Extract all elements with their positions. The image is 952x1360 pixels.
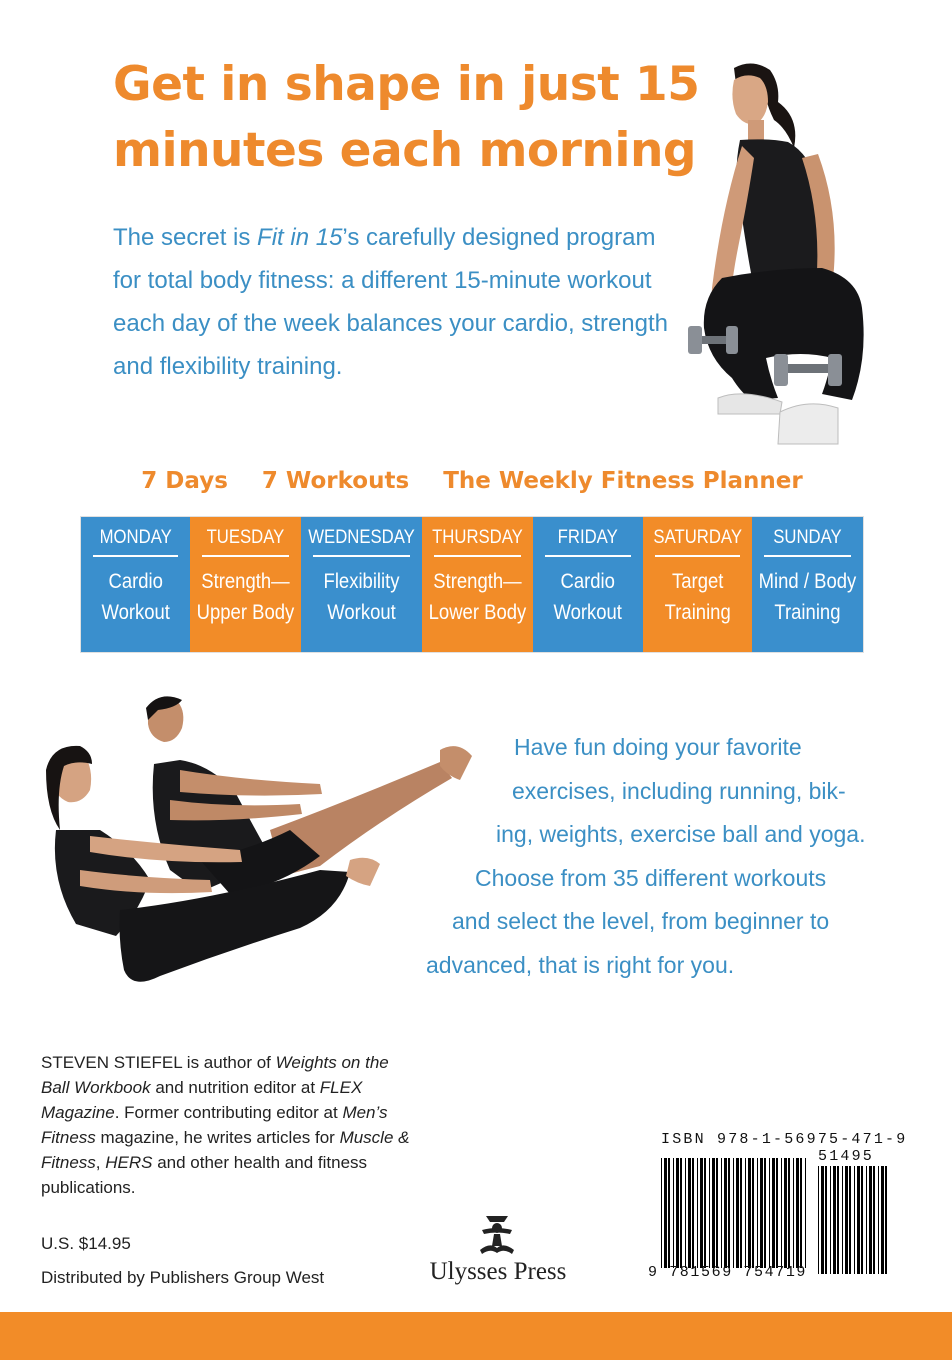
workout-line-2: Workout xyxy=(327,601,397,624)
barcode-bar xyxy=(676,1158,679,1268)
fun-paragraph xyxy=(400,726,900,987)
price-label: U.S. $14.95 xyxy=(41,1234,131,1253)
book-title: Fit in 15 xyxy=(257,224,343,251)
barcode-bar xyxy=(873,1166,875,1274)
author-name: STEVEN STIEFEL xyxy=(41,1053,183,1072)
isbn-label: ISBN 978-1-56975-471-9 xyxy=(661,1131,908,1148)
barcode-bar xyxy=(772,1158,775,1268)
day-tuesday xyxy=(190,517,301,652)
day-name: THURSDAY xyxy=(432,527,524,548)
workout-line-1: Flexibility xyxy=(323,570,400,593)
barcode-bar xyxy=(821,1166,824,1274)
bio-text: and nutrition editor at xyxy=(150,1078,320,1097)
headline xyxy=(113,52,700,184)
day-divider xyxy=(764,555,851,557)
day-name: SUNDAY xyxy=(773,527,842,548)
day-thursday xyxy=(422,517,533,652)
barcode-bar xyxy=(685,1158,686,1268)
barcode-bar xyxy=(769,1158,770,1268)
workout-line-1: Cardio xyxy=(108,570,163,593)
workout-line-2: Upper Body xyxy=(197,601,295,624)
barcode-bar xyxy=(721,1158,722,1268)
barcode-bar xyxy=(728,1158,730,1268)
barcode-bar xyxy=(849,1166,851,1274)
barcode-bar xyxy=(788,1158,790,1268)
intro-text-after: ’s carefully designed program for total body fitness: a different 15-minute workout each day of the week balances your cardio, strength and flexibility training. xyxy=(113,224,668,380)
barcode-bar xyxy=(692,1158,694,1268)
barcode-bar xyxy=(733,1158,734,1268)
fun-line-4: Choose from 35 different workouts xyxy=(475,864,827,891)
fun-line-1: Have fun doing your favorite xyxy=(514,734,802,760)
barcode-bar xyxy=(818,1166,819,1274)
day-name: MONDAY xyxy=(99,527,172,548)
fun-line-5: and select the level, from beginner to xyxy=(452,908,830,934)
barcode-bar xyxy=(704,1158,706,1268)
magazine-flex: FLEX Magazine xyxy=(41,1078,363,1122)
day-monday xyxy=(81,517,190,652)
day-name: TUESDAY xyxy=(206,527,285,548)
barcode-bar xyxy=(760,1158,763,1268)
barcode-digits: 9 781569 754719 xyxy=(648,1264,808,1281)
barcode-bar xyxy=(668,1158,670,1268)
barcode-bar xyxy=(724,1158,727,1268)
planner-label-days: 7 Days xyxy=(141,468,228,494)
bio-text: , xyxy=(95,1153,106,1172)
day-divider xyxy=(545,555,630,557)
headline-line-1: Get in shape in just 15 xyxy=(113,57,700,112)
barcode-bar xyxy=(748,1158,751,1268)
barcode-addon xyxy=(818,1166,890,1274)
planner-label-workouts: 7 Workouts xyxy=(261,468,410,494)
planner-title xyxy=(80,468,864,494)
barcode-bar xyxy=(825,1166,827,1274)
barcode-bar xyxy=(712,1158,715,1268)
intro-text-before: The secret is xyxy=(113,224,258,251)
barcode-bar xyxy=(796,1158,799,1268)
workout-line-2: Training xyxy=(774,601,841,624)
intro-paragraph xyxy=(113,216,673,388)
day-divider xyxy=(434,555,521,557)
barcode-bar xyxy=(878,1166,879,1274)
barcode-bar xyxy=(800,1158,802,1268)
barcode-bar xyxy=(776,1158,778,1268)
workout-line-1: Strength— xyxy=(201,570,291,593)
distributor-label: Distributed by Publishers Group West xyxy=(41,1268,325,1287)
workout-line-1: Mind / Body xyxy=(758,570,857,593)
barcode-bar xyxy=(752,1158,754,1268)
bio-text: . Former contributing editor at xyxy=(114,1103,343,1122)
author-bio xyxy=(41,1050,421,1200)
barcode-bar xyxy=(885,1166,887,1274)
barcode-bar xyxy=(869,1166,872,1274)
workout-line-1: Strength— xyxy=(433,570,522,593)
fun-line-2: exercises, including running, bik- xyxy=(512,777,846,804)
barcode-bar xyxy=(784,1158,787,1268)
magazine-hers: HERS xyxy=(105,1153,153,1172)
barcode-bar xyxy=(716,1158,718,1268)
barcode-bar xyxy=(688,1158,691,1268)
barcode-bar xyxy=(697,1158,698,1268)
fun-line-6: advanced, that is right for you. xyxy=(426,951,735,978)
day-wednesday xyxy=(301,517,422,652)
woman-squat-photo xyxy=(682,58,872,452)
barcode-bar xyxy=(830,1166,831,1274)
barcode-bar xyxy=(842,1166,843,1274)
workout-line-2: Workout xyxy=(101,601,170,624)
barcode-bar xyxy=(680,1158,682,1268)
barcode-bar xyxy=(745,1158,746,1268)
barcode-bar xyxy=(757,1158,758,1268)
barcode-bar xyxy=(854,1166,855,1274)
day-sunday xyxy=(752,517,863,652)
publisher-name: Ulysses Press xyxy=(429,1258,567,1285)
barcode-bar xyxy=(664,1158,667,1268)
fun-line-3: ing, weights, exercise ball and yoga. xyxy=(496,821,866,847)
headline-line-2: minutes each morning xyxy=(113,123,697,178)
day-friday xyxy=(533,517,642,652)
barcode-main xyxy=(661,1158,809,1268)
barcode-bar xyxy=(805,1158,806,1268)
day-divider xyxy=(313,555,410,557)
barcode-bar xyxy=(661,1158,662,1268)
day-saturday xyxy=(643,517,752,652)
day-name: WEDNESDAY xyxy=(308,527,416,548)
magazine-muscle-fitness: Muscle & Fitness xyxy=(41,1128,410,1172)
barcode-bar xyxy=(837,1166,839,1274)
day-divider xyxy=(202,555,289,557)
workout-line-2: Lower Body xyxy=(429,601,527,624)
bottom-color-bar xyxy=(0,1312,952,1360)
barcode-bar xyxy=(736,1158,739,1268)
barcode-bar xyxy=(709,1158,710,1268)
workout-line-1: Target xyxy=(671,570,724,593)
publisher-logo-icon xyxy=(472,1208,522,1258)
workout-line-2: Training xyxy=(664,601,731,624)
day-divider xyxy=(93,555,178,557)
barcode-bar xyxy=(833,1166,836,1274)
barcode-bar xyxy=(673,1158,674,1268)
planner-label-weekly: The Weekly Fitness Planner xyxy=(443,468,803,494)
barcode-bar xyxy=(881,1166,884,1274)
magazine-mens-fitness: Men’s Fitness xyxy=(41,1103,388,1147)
barcode-bar xyxy=(764,1158,766,1268)
day-name: SATURDAY xyxy=(653,527,742,548)
bio-text: magazine, he writes articles for xyxy=(95,1128,340,1147)
weekly-planner-table xyxy=(80,516,864,653)
price-code: 51495 xyxy=(818,1148,875,1165)
barcode-bar xyxy=(845,1166,848,1274)
workout-line-2: Workout xyxy=(553,601,623,624)
day-divider xyxy=(655,555,740,557)
bio-text: is author of xyxy=(182,1053,276,1072)
day-name: FRIDAY xyxy=(557,527,619,548)
barcode-bar xyxy=(700,1158,703,1268)
bio-text: and other health and fitness publications. xyxy=(41,1153,368,1197)
barcode-bar xyxy=(866,1166,867,1274)
barcode-bar xyxy=(857,1166,860,1274)
book-title-weights: Weights on the Ball Workbook xyxy=(41,1053,389,1097)
barcode-bar xyxy=(861,1166,863,1274)
barcode-bar xyxy=(781,1158,782,1268)
workout-line-1: Cardio xyxy=(560,570,616,593)
barcode-bar xyxy=(793,1158,794,1268)
barcode-bar xyxy=(740,1158,742,1268)
